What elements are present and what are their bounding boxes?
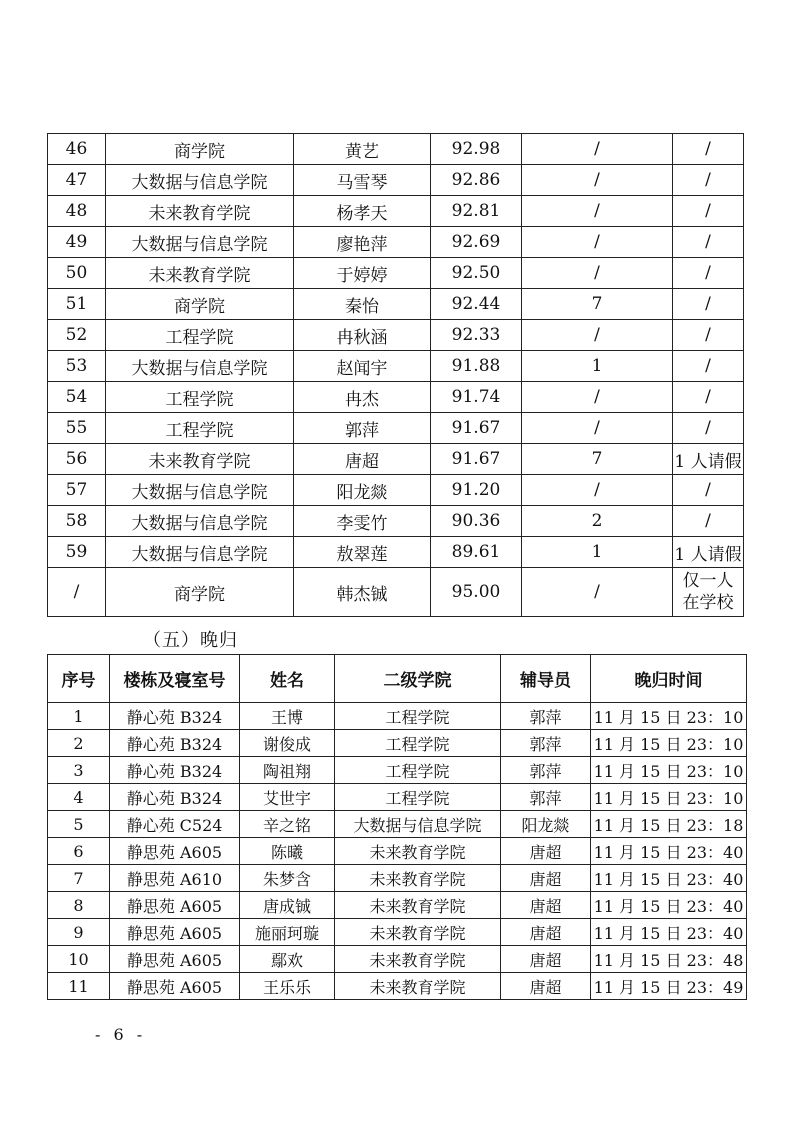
table-cell: 杨孝天 <box>294 196 431 227</box>
table-cell: 11 月 15 日 23：10 <box>591 757 747 784</box>
table-row <box>48 351 744 382</box>
table-cell: 92.44 <box>431 289 522 320</box>
table-row <box>48 413 744 444</box>
table-row <box>48 973 747 1000</box>
section-heading: （五）晚归 <box>143 630 238 651</box>
table-cell: 大数据与信息学院 <box>106 351 294 382</box>
table-cell: 95.00 <box>431 568 522 617</box>
table-cell: 11 <box>48 973 110 1000</box>
table-cell: 1 <box>522 537 673 568</box>
table-row <box>48 568 744 617</box>
table-cell: 唐超 <box>501 865 591 892</box>
table-cell: / <box>673 258 744 289</box>
table-cell: / <box>673 227 744 258</box>
table-cell: 静心苑 C524 <box>110 811 240 838</box>
table-cell: 未来教育学院 <box>335 865 501 892</box>
table-cell: 静思苑 A605 <box>110 973 240 1000</box>
table-cell: / <box>673 320 744 351</box>
table-row <box>48 946 747 973</box>
table-cell: 唐超 <box>294 444 431 475</box>
table-row <box>48 838 747 865</box>
table-cell: 91.67 <box>431 444 522 475</box>
table-cell: 11 月 15 日 23：48 <box>591 946 747 973</box>
table-cell: 90.36 <box>431 506 522 537</box>
table-row <box>48 865 747 892</box>
table-cell: 未来教育学院 <box>106 444 294 475</box>
table-cell: 大数据与信息学院 <box>106 506 294 537</box>
table-cell: 1 <box>48 703 110 730</box>
table-cell: 大数据与信息学院 <box>106 537 294 568</box>
table-cell: 1 <box>522 351 673 382</box>
table-row <box>48 892 747 919</box>
table-cell: 92.81 <box>431 196 522 227</box>
table-cell: 商学院 <box>106 134 294 165</box>
table-cell: 49 <box>48 227 106 258</box>
table-cell: 工程学院 <box>335 730 501 757</box>
table-row <box>48 919 747 946</box>
table-cell: 静思苑 A605 <box>110 946 240 973</box>
table-cell: 施丽珂璇 <box>240 919 335 946</box>
table-cell: 静思苑 A605 <box>110 892 240 919</box>
table-cell: 静心苑 B324 <box>110 730 240 757</box>
table-cell: 7 <box>522 289 673 320</box>
table-cell: 艾世宇 <box>240 784 335 811</box>
table-cell: 未来教育学院 <box>335 946 501 973</box>
table-cell: 唐超 <box>501 973 591 1000</box>
table-cell: 46 <box>48 134 106 165</box>
table-cell: 静心苑 B324 <box>110 703 240 730</box>
table-cell: 未来教育学院 <box>335 838 501 865</box>
table-cell: 郭萍 <box>294 413 431 444</box>
table-cell: 未来教育学院 <box>106 258 294 289</box>
table-cell: 56 <box>48 444 106 475</box>
table-cell: / <box>522 165 673 196</box>
page-number: - 6 - <box>95 1025 147 1044</box>
table-cell: 工程学院 <box>106 413 294 444</box>
table-row <box>48 703 747 730</box>
ranking-table-body <box>48 134 744 617</box>
late-return-table-header <box>48 655 747 703</box>
table-cell: 91.20 <box>431 475 522 506</box>
table-cell: 商学院 <box>106 289 294 320</box>
table-cell: 92.33 <box>431 320 522 351</box>
table-cell: 7 <box>48 865 110 892</box>
table-row <box>48 757 747 784</box>
table-cell: 静心苑 B324 <box>110 784 240 811</box>
column-header: 姓名 <box>240 655 335 703</box>
table-cell: 大数据与信息学院 <box>335 811 501 838</box>
table-cell: 工程学院 <box>335 703 501 730</box>
table-cell: / <box>673 351 744 382</box>
table-row <box>48 506 744 537</box>
table-row <box>48 444 744 475</box>
table-cell: / <box>673 413 744 444</box>
table-cell: 工程学院 <box>106 382 294 413</box>
table-cell: 89.61 <box>431 537 522 568</box>
table-cell: 2 <box>522 506 673 537</box>
table-cell: 阳龙燚 <box>294 475 431 506</box>
table-cell: 52 <box>48 320 106 351</box>
table-cell: 未来教育学院 <box>106 196 294 227</box>
table-cell: 未来教育学院 <box>335 919 501 946</box>
table-cell: 57 <box>48 475 106 506</box>
table-row <box>48 537 744 568</box>
table-cell: 静思苑 A605 <box>110 919 240 946</box>
table-row <box>48 196 744 227</box>
table-cell: 郭萍 <box>501 757 591 784</box>
table-cell: 未来教育学院 <box>335 892 501 919</box>
table-cell: 工程学院 <box>335 757 501 784</box>
table-cell: / <box>522 382 673 413</box>
table-cell: 91.74 <box>431 382 522 413</box>
table-cell: 11 月 15 日 23：10 <box>591 730 747 757</box>
table-cell: 92.69 <box>431 227 522 258</box>
table-cell: / <box>673 382 744 413</box>
table-cell: 3 <box>48 757 110 784</box>
table-row <box>48 730 747 757</box>
table-cell: 冉杰 <box>294 382 431 413</box>
table-row <box>48 784 747 811</box>
late-return-table-body <box>48 703 747 1000</box>
table-cell: 唐超 <box>501 919 591 946</box>
table-row <box>48 811 747 838</box>
table-cell: 大数据与信息学院 <box>106 475 294 506</box>
table-cell: 11 月 15 日 23：40 <box>591 865 747 892</box>
table-row <box>48 382 744 413</box>
table-cell: / <box>522 413 673 444</box>
table-cell: 阳龙燚 <box>501 811 591 838</box>
table-row <box>48 258 744 289</box>
table-cell: 郭萍 <box>501 730 591 757</box>
table-cell: 于婷婷 <box>294 258 431 289</box>
table-cell: 大数据与信息学院 <box>106 165 294 196</box>
ranking-table <box>47 133 744 617</box>
table-cell: 唐超 <box>501 946 591 973</box>
table-cell: / <box>522 258 673 289</box>
table-cell: 55 <box>48 413 106 444</box>
table-cell: 58 <box>48 506 106 537</box>
table-cell: 11 月 15 日 23：40 <box>591 892 747 919</box>
table-cell: 王博 <box>240 703 335 730</box>
table-cell: 11 月 15 日 23：40 <box>591 838 747 865</box>
table-cell: 91.67 <box>431 413 522 444</box>
table-cell: 92.98 <box>431 134 522 165</box>
table-cell: 赵闻宇 <box>294 351 431 382</box>
table-cell: 商学院 <box>106 568 294 617</box>
table-cell: / <box>522 568 673 617</box>
table-row <box>48 289 744 320</box>
table-cell: 黄艺 <box>294 134 431 165</box>
column-header: 楼栋及寝室号 <box>110 655 240 703</box>
table-row <box>48 320 744 351</box>
table-cell: 陈曦 <box>240 838 335 865</box>
table-cell: 李雯竹 <box>294 506 431 537</box>
table-cell: 10 <box>48 946 110 973</box>
table-row <box>48 165 744 196</box>
table-cell: 1 人请假 <box>673 537 744 568</box>
table-cell: / <box>522 134 673 165</box>
table-cell: / <box>48 568 106 617</box>
table-cell: 敖翠莲 <box>294 537 431 568</box>
table-cell: 郭萍 <box>501 703 591 730</box>
table-cell: 59 <box>48 537 106 568</box>
table-cell: 陶祖翔 <box>240 757 335 784</box>
table-cell: 唐超 <box>501 838 591 865</box>
table-cell: 未来教育学院 <box>335 973 501 1000</box>
table-cell: 1 人请假 <box>673 444 744 475</box>
table-cell: 9 <box>48 919 110 946</box>
table-cell: 鄢欢 <box>240 946 335 973</box>
late-return-table <box>47 654 747 1000</box>
table-cell: / <box>673 506 744 537</box>
table-cell: 郭萍 <box>501 784 591 811</box>
table-cell: 马雪琴 <box>294 165 431 196</box>
table-cell: 8 <box>48 892 110 919</box>
table-cell: 50 <box>48 258 106 289</box>
table-cell: / <box>522 320 673 351</box>
table-cell: 4 <box>48 784 110 811</box>
table-cell: / <box>673 196 744 227</box>
table-cell: 92.50 <box>431 258 522 289</box>
table-cell: 47 <box>48 165 106 196</box>
table-cell: / <box>673 475 744 506</box>
table-cell: 2 <box>48 730 110 757</box>
table-cell: 王乐乐 <box>240 973 335 1000</box>
table-cell: 秦怡 <box>294 289 431 320</box>
table-cell: / <box>673 289 744 320</box>
table-cell: 谢俊成 <box>240 730 335 757</box>
table-cell: 11 月 15 日 23：49 <box>591 973 747 1000</box>
table-cell: 53 <box>48 351 106 382</box>
table-cell: 11 月 15 日 23：18 <box>591 811 747 838</box>
table-cell: 51 <box>48 289 106 320</box>
column-header: 序号 <box>48 655 110 703</box>
table-cell: / <box>673 134 744 165</box>
table-cell: 7 <box>522 444 673 475</box>
table-cell: 大数据与信息学院 <box>106 227 294 258</box>
table-row <box>48 227 744 258</box>
table-cell: 11 月 15 日 23：40 <box>591 919 747 946</box>
table-row <box>48 475 744 506</box>
table-cell: 静心苑 B324 <box>110 757 240 784</box>
table-cell: 6 <box>48 838 110 865</box>
table-cell: 朱梦含 <box>240 865 335 892</box>
table-cell: 唐超 <box>501 892 591 919</box>
table-cell: 韩杰铖 <box>294 568 431 617</box>
table-cell: 廖艳萍 <box>294 227 431 258</box>
table-cell: 静思苑 A610 <box>110 865 240 892</box>
table-cell: 唐成铖 <box>240 892 335 919</box>
table-row <box>48 134 744 165</box>
table-cell: 5 <box>48 811 110 838</box>
table-cell: / <box>522 227 673 258</box>
table-cell: / <box>673 165 744 196</box>
table-cell: 54 <box>48 382 106 413</box>
table-cell: 冉秋涵 <box>294 320 431 351</box>
table-cell: 11 月 15 日 23：10 <box>591 784 747 811</box>
table-cell: / <box>522 475 673 506</box>
table-cell: 工程学院 <box>106 320 294 351</box>
column-header: 晚归时间 <box>591 655 747 703</box>
table-cell: 工程学院 <box>335 784 501 811</box>
table-cell: 静思苑 A605 <box>110 838 240 865</box>
table-cell: 92.86 <box>431 165 522 196</box>
table-cell: 48 <box>48 196 106 227</box>
table-cell: 辛之铭 <box>240 811 335 838</box>
column-header: 二级学院 <box>335 655 501 703</box>
table-cell: / <box>522 196 673 227</box>
column-header: 辅导员 <box>501 655 591 703</box>
table-cell: 仅一人 在学校 <box>673 568 744 617</box>
table-cell: 91.88 <box>431 351 522 382</box>
table-cell: 11 月 15 日 23：10 <box>591 703 747 730</box>
